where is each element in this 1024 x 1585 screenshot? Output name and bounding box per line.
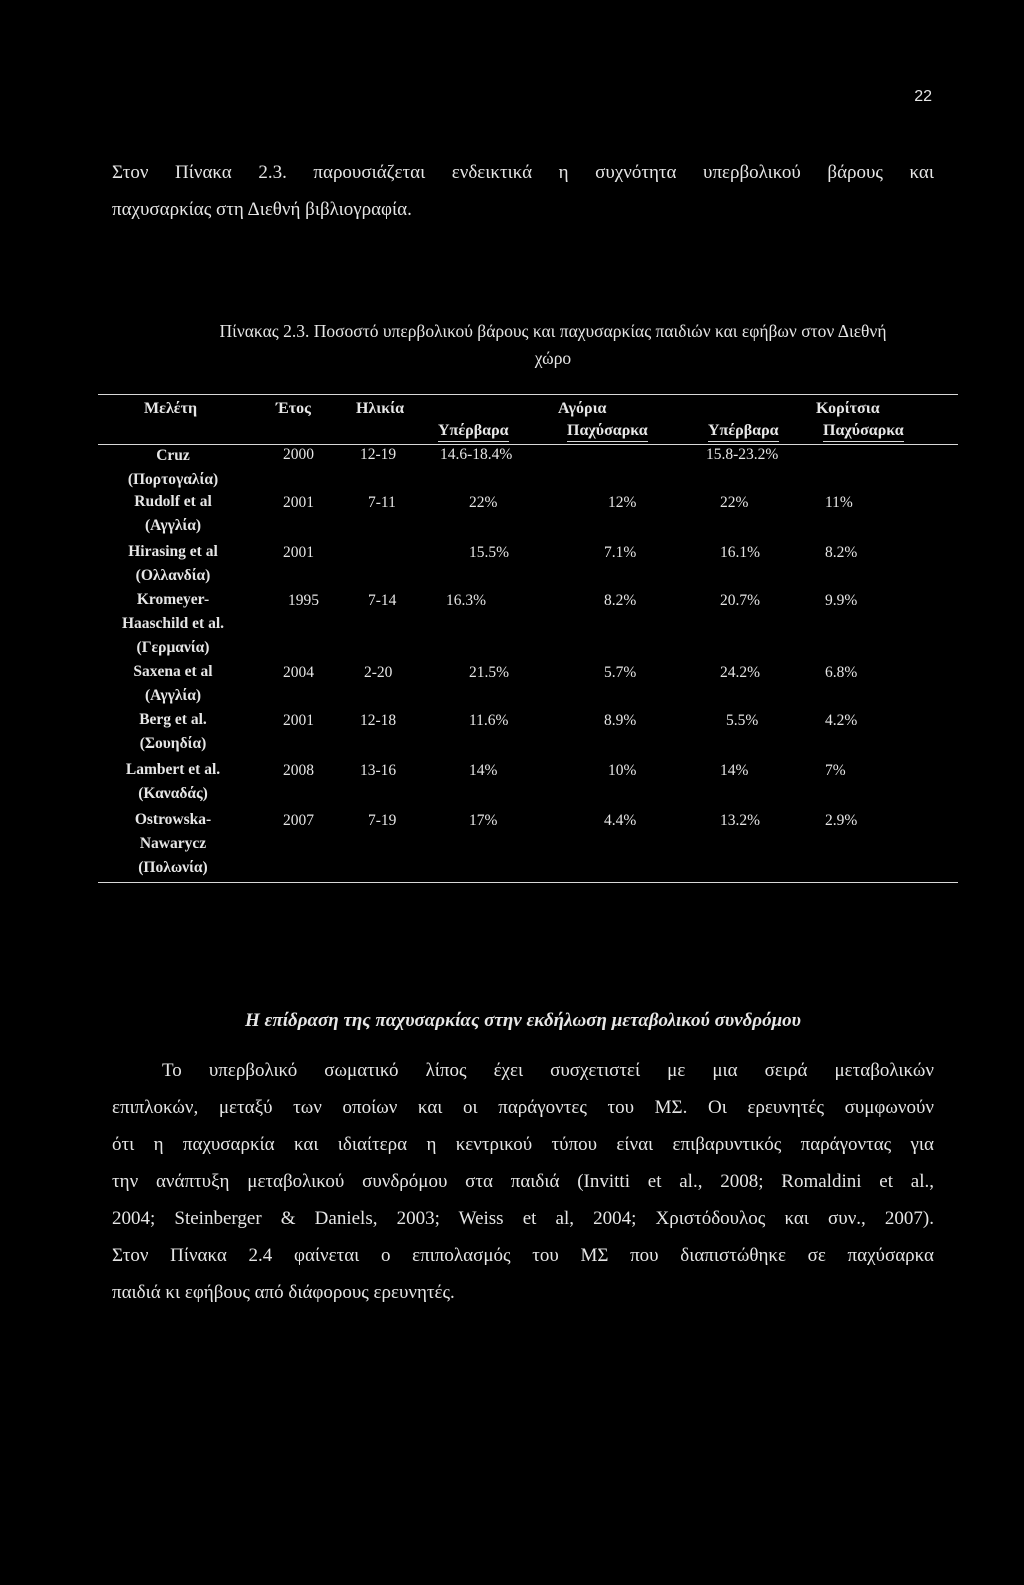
section-paragraph xyxy=(112,1052,934,1311)
page-number: 22 xyxy=(914,88,932,105)
cell-year: 2007 xyxy=(283,812,314,829)
table-caption xyxy=(148,318,958,372)
cell-year: 2001 xyxy=(283,712,314,729)
header-girls-obese: Παχύσαρκα xyxy=(823,422,904,442)
table-caption-line: Πίνακας 2.3. Ποσοστό υπερβολικού βάρους και παχυσαρκίας παιδιών και εφήβων στον Διεθνή xyxy=(219,321,887,341)
header-boys-obese: Παχύσαρκα xyxy=(567,422,648,442)
table-row-study: Lambert et al. (Καναδάς) xyxy=(125,761,221,802)
cell-boys-overweight: 21.5% xyxy=(469,664,510,681)
cell-girls-overweight: 20.7% xyxy=(720,592,761,609)
cell-boys-overweight: 15.5% xyxy=(469,544,510,561)
table-row-study: Ostrowska- Nawarycz (Πολωνία) xyxy=(134,811,212,876)
cell-girls-overweight: 15.8-23.2% xyxy=(706,446,779,463)
table-row-study: Berg et al. (Σουηδία) xyxy=(139,711,207,752)
cell-year: 2001 xyxy=(283,494,314,511)
cell-boys-overweight: 14.6-18.4% xyxy=(440,446,513,463)
paragraph-line: παιδιά κι εφήβους από διάφορους ερευνητές. xyxy=(112,1282,455,1303)
table-row-study: Kromeyer- Haaschild et al. (Γερμανία) xyxy=(121,591,225,656)
table-row-study: Saxena et al (Αγγλία) xyxy=(133,663,213,704)
cell-boys-overweight: 17% xyxy=(469,812,498,829)
table-row-study: Hirasing et al (Ολλανδία) xyxy=(128,543,218,584)
cell-age: 2-20 xyxy=(364,664,393,681)
cell-age: 7-19 xyxy=(368,812,397,829)
paragraph-line: ότι η παχυσαρκία και ιδιαίτερα η κεντρικού τύπου είναι επιβαρυντικός παράγοντας για xyxy=(112,1134,934,1155)
header-girls: Κορίτσια xyxy=(816,400,880,417)
cell-girls-overweight: 14% xyxy=(720,762,749,779)
cell-girls-obese: 11% xyxy=(825,494,853,511)
cell-year: 1995 xyxy=(288,592,319,609)
cell-age: 7-14 xyxy=(368,592,397,609)
cell-year: 2000 xyxy=(283,446,314,463)
cell-boys-overweight: 22% xyxy=(469,494,498,511)
cell-girls-obese: 2.9% xyxy=(825,812,858,829)
cell-boys-overweight: 11.6% xyxy=(469,712,509,729)
header-boys-overweight: Υπέρβαρα xyxy=(438,422,509,442)
cell-age: 13-16 xyxy=(360,762,397,779)
table-row-study: Rudolf et al (Αγγλία) xyxy=(134,493,212,534)
cell-girls-overweight: 13.2% xyxy=(720,812,761,829)
intro-line: παχυσαρκίας στη Διεθνή βιβλιογραφία. xyxy=(112,199,412,220)
cell-boys-obese: 10% xyxy=(608,762,637,779)
section-heading: Η επίδραση της παχυσαρκίας στην εκδήλωση μεταβολικού συνδρόμου xyxy=(245,1010,801,1031)
header-boys: Αγόρια xyxy=(558,400,607,417)
cell-age: 12-18 xyxy=(360,712,397,729)
paragraph-line: Στον Πίνακα 2.4 φαίνεται ο επιπολασμός του ΜΣ που διαπιστώθηκε σε παχύσαρκα xyxy=(112,1245,934,1266)
cell-girls-overweight: 5.5% xyxy=(726,712,759,729)
header-girls-overweight: Υπέρβαρα xyxy=(708,422,779,442)
cell-boys-obese: 5.7% xyxy=(604,664,637,681)
cell-boys-obese: 8.9% xyxy=(604,712,637,729)
paragraph-line: Το υπερβολικό σωματικό λίπος έχει συσχετιστεί με μια σειρά μεταβολικών xyxy=(162,1060,934,1081)
cell-girls-obese: 8.2% xyxy=(825,544,858,561)
table-row-study: Cruz (Πορτογαλία) xyxy=(127,447,219,488)
cell-girls-obese: 6.8% xyxy=(825,664,858,681)
paragraph-line: 2004; Steinberger & Daniels, 2003; Weiss et al, 2004; Χριστόδουλος και συν., 2007). xyxy=(112,1208,934,1229)
table-bottom-rule xyxy=(98,882,958,883)
prevalence-table xyxy=(98,394,958,894)
cell-boys-overweight: 16.3% xyxy=(446,592,487,609)
cell-boys-obese: 4.4% xyxy=(604,812,637,829)
cell-boys-obese: 12% xyxy=(608,494,637,511)
intro-line: Στον Πίνακα 2.3. παρουσιάζεται ενδεικτικά η συχνότητα υπερβολικού βάρους και xyxy=(112,162,934,183)
cell-year: 2001 xyxy=(283,544,314,561)
paragraph-line: την ανάπτυξη μεταβολικού συνδρόμου στα παιδιά (Invitti et al., 2008; Romaldini et al., xyxy=(112,1171,934,1192)
header-year: Έτος xyxy=(276,400,311,417)
cell-year: 2008 xyxy=(283,762,314,779)
cell-girls-overweight: 16.1% xyxy=(720,544,761,561)
header-study: Μελέτη xyxy=(144,400,198,417)
cell-boys-obese: 7.1% xyxy=(604,544,637,561)
cell-age: 7-11 xyxy=(368,494,396,511)
cell-girls-overweight: 24.2% xyxy=(720,664,761,681)
cell-boys-overweight: 14% xyxy=(469,762,498,779)
cell-girls-obese: 7% xyxy=(825,762,846,779)
cell-girls-overweight: 22% xyxy=(720,494,749,511)
table-top-rule xyxy=(98,394,958,395)
cell-girls-obese: 9.9% xyxy=(825,592,858,609)
cell-age: 12-19 xyxy=(360,446,397,463)
table-caption-line: χώρο xyxy=(534,348,572,368)
cell-girls-obese: 4.2% xyxy=(825,712,858,729)
cell-year: 2004 xyxy=(283,664,314,681)
paragraph-line: επιπλοκών, μεταξύ των οποίων και οι παράγοντες του ΜΣ. Οι ερευνητές συμφωνούν xyxy=(112,1097,934,1118)
cell-boys-obese: 8.2% xyxy=(604,592,637,609)
header-age: Ηλικία xyxy=(356,400,405,417)
intro-paragraph xyxy=(112,154,934,228)
